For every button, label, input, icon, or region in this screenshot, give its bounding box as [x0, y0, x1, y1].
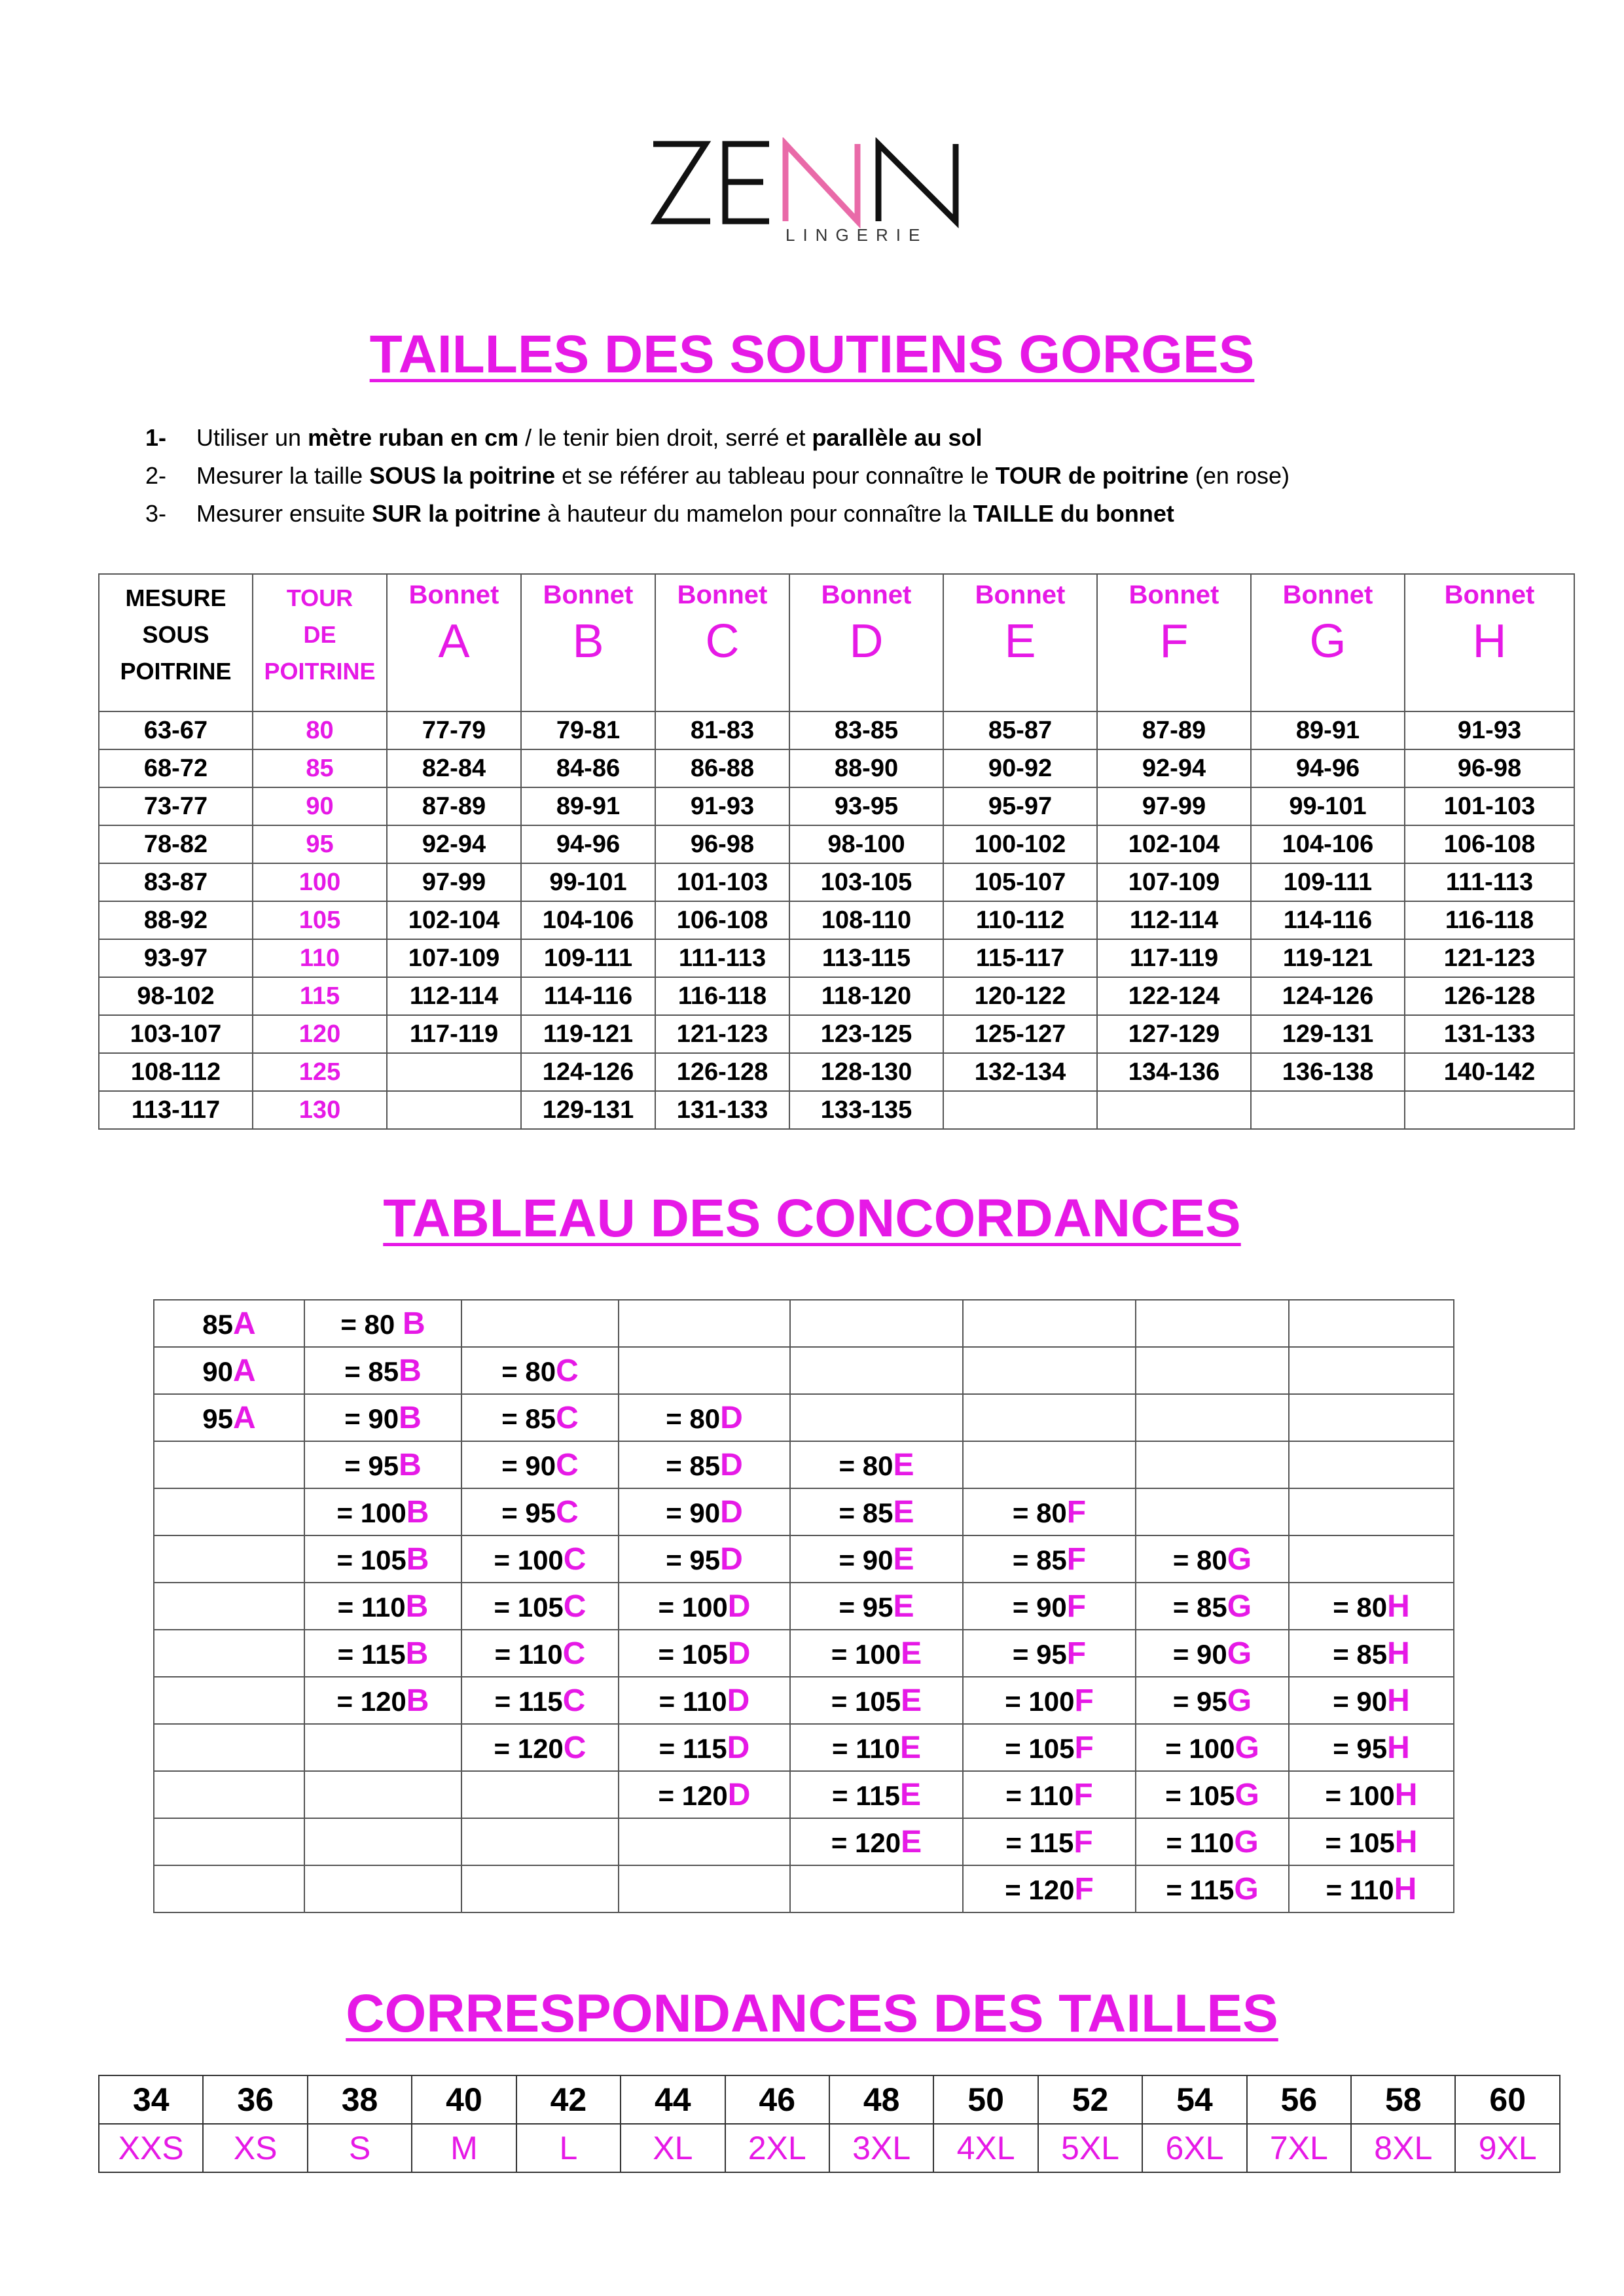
concordance-cell: = 115F: [963, 1818, 1136, 1865]
concordance-cell: = 110H: [1289, 1865, 1454, 1912]
instruction-number: 1-: [145, 424, 167, 451]
concordance-cell: [963, 1300, 1136, 1347]
size-table-row: [99, 1053, 1574, 1091]
concordance-cell: 95A: [154, 1394, 304, 1441]
bonnet-range-cell: 94-96: [521, 825, 655, 863]
bonnet-range-cell: 102-104: [387, 901, 521, 939]
tour-cell: 130: [253, 1091, 387, 1129]
bonnet-range-cell: 91-93: [655, 787, 789, 825]
bonnet-range-cell: [387, 1091, 521, 1129]
eu-size-row: [99, 2075, 1560, 2124]
header-mesure: MESURE SOUS POITRINE: [99, 574, 253, 711]
concordance-cell: = 80C: [461, 1347, 619, 1394]
tour-cell: 105: [253, 901, 387, 939]
concordance-row: [154, 1677, 1454, 1724]
letter-size-cell: XS: [203, 2124, 307, 2172]
concordance-cell: = 110D: [619, 1677, 790, 1724]
mesure-cell: 113-117: [99, 1091, 253, 1129]
bonnet-range-cell: 110-112: [943, 901, 1097, 939]
size-table-row: [99, 1015, 1574, 1053]
bonnet-range-cell: 107-109: [387, 939, 521, 977]
bonnet-range-cell: 89-91: [521, 787, 655, 825]
size-table-row: [99, 939, 1574, 977]
bonnet-range-cell: 123-125: [789, 1015, 943, 1053]
bonnet-range-cell: [1097, 1091, 1251, 1129]
bonnet-range-cell: 104-106: [1251, 825, 1405, 863]
instruction-item: [145, 457, 1520, 495]
bonnet-range-cell: 90-92: [943, 749, 1097, 787]
bonnet-range-cell: 93-95: [789, 787, 943, 825]
concordance-cell: [304, 1865, 461, 1912]
bonnet-range-cell: 85-87: [943, 711, 1097, 749]
concordance-cell: [154, 1724, 304, 1771]
title-concordances: TABLEAU DES CONCORDANCES: [383, 1189, 1241, 1248]
bonnet-range-cell: 106-108: [1405, 825, 1574, 863]
concordance-cell: = 120D: [619, 1771, 790, 1818]
bonnet-range-cell: 116-118: [655, 977, 789, 1015]
bonnet-range-cell: 129-131: [1251, 1015, 1405, 1053]
concordance-cell: = 90F: [963, 1583, 1136, 1630]
title-correspondances: CORRESPONDANCES DES TAILLES: [346, 1984, 1278, 2043]
bonnet-range-cell: 89-91: [1251, 711, 1405, 749]
instruction-number: 2-: [145, 462, 167, 489]
concordance-row: [154, 1865, 1454, 1912]
bonnet-range-cell: 119-121: [1251, 939, 1405, 977]
bonnet-range-cell: 91-93: [1405, 711, 1574, 749]
bonnet-range-cell: 124-126: [521, 1053, 655, 1091]
concordance-row: [154, 1771, 1454, 1818]
size-table: [98, 573, 1575, 1130]
concordance-cell: [154, 1865, 304, 1912]
eu-size-cell: 58: [1351, 2075, 1455, 2124]
concordance-cell: = 110C: [461, 1630, 619, 1677]
tour-cell: 85: [253, 749, 387, 787]
tour-cell: 80: [253, 711, 387, 749]
bonnet-range-cell: 96-98: [1405, 749, 1574, 787]
header-bonnet-d: Bonnet D: [789, 574, 943, 711]
mesure-cell: 83-87: [99, 863, 253, 901]
tour-cell: 100: [253, 863, 387, 901]
bonnet-range-cell: 133-135: [789, 1091, 943, 1129]
zenn-lingerie-logo: [648, 137, 988, 242]
bonnet-range-cell: 115-117: [943, 939, 1097, 977]
bonnet-range-cell: 114-116: [1251, 901, 1405, 939]
concordance-cell: = 110F: [963, 1771, 1136, 1818]
concordance-cell: = 95E: [790, 1583, 963, 1630]
eu-size-cell: 56: [1247, 2075, 1351, 2124]
instructions: [145, 419, 1520, 533]
concordance-cell: [1136, 1394, 1289, 1441]
concordance-cell: = 115B: [304, 1630, 461, 1677]
letter-size-row: [99, 2124, 1560, 2172]
concordance-cell: = 85E: [790, 1488, 963, 1535]
concordance-cell: [963, 1441, 1136, 1488]
concordance-cell: [1289, 1535, 1454, 1583]
concordance-cell: [154, 1441, 304, 1488]
bonnet-range-cell: 104-106: [521, 901, 655, 939]
bonnet-range-cell: 99-101: [521, 863, 655, 901]
bonnet-range-cell: 126-128: [1405, 977, 1574, 1015]
bonnet-range-cell: 131-133: [1405, 1015, 1574, 1053]
bonnet-range-cell: 120-122: [943, 977, 1097, 1015]
concordance-cell: = 85G: [1136, 1583, 1289, 1630]
bonnet-range-cell: 97-99: [387, 863, 521, 901]
concordance-cell: = 85D: [619, 1441, 790, 1488]
mesure-cell: 93-97: [99, 939, 253, 977]
title-tailles: TAILLES DES SOUTIENS GORGES: [369, 325, 1255, 384]
eu-size-cell: 60: [1455, 2075, 1560, 2124]
tour-cell: 110: [253, 939, 387, 977]
concordance-cell: = 120E: [790, 1818, 963, 1865]
size-table-row: [99, 787, 1574, 825]
concordance-cell: = 95G: [1136, 1677, 1289, 1724]
letter-size-cell: 6XL: [1142, 2124, 1246, 2172]
header-bonnet-f: Bonnet F: [1097, 574, 1251, 711]
bonnet-range-cell: 82-84: [387, 749, 521, 787]
concordance-cell: [619, 1347, 790, 1394]
bonnet-range-cell: 109-111: [521, 939, 655, 977]
eu-size-cell: 46: [725, 2075, 829, 2124]
bonnet-range-cell: 105-107: [943, 863, 1097, 901]
concordance-row: [154, 1535, 1454, 1583]
concordance-cell: [619, 1300, 790, 1347]
bonnet-range-cell: 101-103: [655, 863, 789, 901]
bonnet-range-cell: 129-131: [521, 1091, 655, 1129]
bonnet-range-cell: 83-85: [789, 711, 943, 749]
concordance-cell: [619, 1865, 790, 1912]
concordance-cell: = 90G: [1136, 1630, 1289, 1677]
bonnet-range-cell: 97-99: [1097, 787, 1251, 825]
bonnet-range-cell: 136-138: [1251, 1053, 1405, 1091]
bonnet-range-cell: 140-142: [1405, 1053, 1574, 1091]
bonnet-range-cell: 101-103: [1405, 787, 1574, 825]
letter-size-cell: 4XL: [933, 2124, 1038, 2172]
eu-size-cell: 48: [829, 2075, 933, 2124]
bonnet-range-cell: 87-89: [387, 787, 521, 825]
bonnet-range-cell: 94-96: [1251, 749, 1405, 787]
concordance-cell: [154, 1488, 304, 1535]
concordance-row: [154, 1818, 1454, 1865]
bonnet-range-cell: 107-109: [1097, 863, 1251, 901]
size-table-row: [99, 863, 1574, 901]
header-tour: TOUR DE POITRINE: [253, 574, 387, 711]
concordance-cell: = 95H: [1289, 1724, 1454, 1771]
header-bonnet-e: Bonnet E: [943, 574, 1097, 711]
bonnet-range-cell: 121-123: [655, 1015, 789, 1053]
mesure-cell: 68-72: [99, 749, 253, 787]
bonnet-range-cell: 79-81: [521, 711, 655, 749]
concordance-cell: = 85C: [461, 1394, 619, 1441]
header-bonnet-h: Bonnet H: [1405, 574, 1574, 711]
concordance-cell: = 100H: [1289, 1771, 1454, 1818]
concordance-cell: = 95D: [619, 1535, 790, 1583]
letter-size-cell: M: [412, 2124, 516, 2172]
correspondance-table: [98, 2075, 1561, 2173]
bonnet-range-cell: 119-121: [521, 1015, 655, 1053]
concordance-cell: = 90H: [1289, 1677, 1454, 1724]
concordance-cell: [963, 1347, 1136, 1394]
bonnet-range-cell: 108-110: [789, 901, 943, 939]
bonnet-range-cell: 111-113: [1405, 863, 1574, 901]
concordance-cell: [1136, 1441, 1289, 1488]
bonnet-range-cell: 92-94: [387, 825, 521, 863]
concordance-cell: = 115C: [461, 1677, 619, 1724]
bonnet-range-cell: 116-118: [1405, 901, 1574, 939]
concordance-cell: [154, 1771, 304, 1818]
concordance-cell: = 100E: [790, 1630, 963, 1677]
letter-size-cell: XL: [621, 2124, 725, 2172]
concordance-cell: [1289, 1488, 1454, 1535]
concordance-cell: [790, 1865, 963, 1912]
concordance-cell: 85A: [154, 1300, 304, 1347]
concordance-cell: = 110E: [790, 1724, 963, 1771]
concordance-row: [154, 1583, 1454, 1630]
concordance-cell: = 105E: [790, 1677, 963, 1724]
eu-size-cell: 40: [412, 2075, 516, 2124]
eu-size-cell: 54: [1142, 2075, 1246, 2124]
instruction-item: [145, 419, 1520, 457]
tour-cell: 125: [253, 1053, 387, 1091]
bonnet-range-cell: 103-105: [789, 863, 943, 901]
concordance-cell: = 90D: [619, 1488, 790, 1535]
instruction-item: [145, 495, 1520, 533]
concordance-cell: [154, 1535, 304, 1583]
concordance-cell: = 115D: [619, 1724, 790, 1771]
concordance-row: [154, 1347, 1454, 1394]
concordance-cell: [1289, 1347, 1454, 1394]
concordance-cell: [154, 1630, 304, 1677]
bonnet-range-cell: 88-90: [789, 749, 943, 787]
concordance-cell: [154, 1677, 304, 1724]
concordance-cell: [963, 1394, 1136, 1441]
concordance-cell: [790, 1347, 963, 1394]
bonnet-range-cell: 87-89: [1097, 711, 1251, 749]
letter-size-cell: 5XL: [1038, 2124, 1142, 2172]
bonnet-range-cell: 131-133: [655, 1091, 789, 1129]
size-table-row: [99, 711, 1574, 749]
bonnet-range-cell: 95-97: [943, 787, 1097, 825]
bonnet-range-cell: 81-83: [655, 711, 789, 749]
letter-size-cell: L: [516, 2124, 621, 2172]
bonnet-range-cell: 117-119: [387, 1015, 521, 1053]
instruction-text: Mesurer la taille SOUS la poitrine et se référer au tableau pour connaître le TOUR de poitrine (en rose): [196, 462, 1290, 489]
bonnet-range-cell: [1405, 1091, 1574, 1129]
letter-size-cell: XXS: [99, 2124, 203, 2172]
bonnet-range-cell: 124-126: [1251, 977, 1405, 1015]
concordance-cell: 90A: [154, 1347, 304, 1394]
concordance-cell: [1289, 1394, 1454, 1441]
bonnet-range-cell: 114-116: [521, 977, 655, 1015]
concordance-cell: = 80H: [1289, 1583, 1454, 1630]
bonnet-range-cell: 77-79: [387, 711, 521, 749]
size-table-row: [99, 825, 1574, 863]
concordance-cell: = 120B: [304, 1677, 461, 1724]
size-table-row: [99, 901, 1574, 939]
concordance-cell: = 100C: [461, 1535, 619, 1583]
bonnet-range-cell: 106-108: [655, 901, 789, 939]
bonnet-range-cell: 127-129: [1097, 1015, 1251, 1053]
concordance-cell: [304, 1771, 461, 1818]
eu-size-cell: 52: [1038, 2075, 1142, 2124]
concordance-cell: = 115E: [790, 1771, 963, 1818]
concordance-cell: = 80G: [1136, 1535, 1289, 1583]
concordance-cell: = 105B: [304, 1535, 461, 1583]
bonnet-range-cell: 132-134: [943, 1053, 1097, 1091]
concordance-row: [154, 1724, 1454, 1771]
letter-size-cell: 9XL: [1455, 2124, 1560, 2172]
bonnet-range-cell: 113-115: [789, 939, 943, 977]
tour-cell: 90: [253, 787, 387, 825]
bonnet-range-cell: 134-136: [1097, 1053, 1251, 1091]
instruction-text: Mesurer ensuite SUR la poitrine à hauteur du mamelon pour connaître la TAILLE du bonnet: [196, 500, 1174, 527]
mesure-cell: 88-92: [99, 901, 253, 939]
eu-size-cell: 44: [621, 2075, 725, 2124]
mesure-cell: 103-107: [99, 1015, 253, 1053]
concordance-cell: [1136, 1488, 1289, 1535]
tour-cell: 95: [253, 825, 387, 863]
concordance-cell: [154, 1583, 304, 1630]
letter-size-cell: 8XL: [1351, 2124, 1455, 2172]
concordance-cell: [790, 1300, 963, 1347]
bonnet-range-cell: [387, 1053, 521, 1091]
concordance-cell: = 95C: [461, 1488, 619, 1535]
concordance-cell: = 120C: [461, 1724, 619, 1771]
concordance-cell: = 85F: [963, 1535, 1136, 1583]
concordance-cell: = 105G: [1136, 1771, 1289, 1818]
eu-size-cell: 38: [308, 2075, 412, 2124]
bonnet-range-cell: 92-94: [1097, 749, 1251, 787]
bonnet-range-cell: [943, 1091, 1097, 1129]
tour-cell: 115: [253, 977, 387, 1015]
concordance-table: [153, 1299, 1454, 1913]
bonnet-range-cell: 118-120: [789, 977, 943, 1015]
concordance-cell: [1289, 1300, 1454, 1347]
size-table-row: [99, 977, 1574, 1015]
concordance-cell: [790, 1394, 963, 1441]
concordance-cell: = 100G: [1136, 1724, 1289, 1771]
bonnet-range-cell: 96-98: [655, 825, 789, 863]
concordance-cell: = 105F: [963, 1724, 1136, 1771]
bonnet-range-cell: 98-100: [789, 825, 943, 863]
bonnet-range-cell: 111-113: [655, 939, 789, 977]
instruction-number: 3-: [145, 500, 167, 527]
eu-size-cell: 36: [203, 2075, 307, 2124]
concordance-cell: = 80D: [619, 1394, 790, 1441]
concordance-cell: = 85H: [1289, 1630, 1454, 1677]
header-bonnet-g: Bonnet G: [1251, 574, 1405, 711]
concordance-cell: [304, 1724, 461, 1771]
mesure-cell: 98-102: [99, 977, 253, 1015]
letter-size-cell: 3XL: [829, 2124, 933, 2172]
concordance-cell: = 105D: [619, 1630, 790, 1677]
concordance-cell: [461, 1865, 619, 1912]
bonnet-range-cell: 117-119: [1097, 939, 1251, 977]
mesure-cell: 78-82: [99, 825, 253, 863]
concordance-row: [154, 1394, 1454, 1441]
size-table-row: [99, 749, 1574, 787]
bonnet-range-cell: 112-114: [387, 977, 521, 1015]
concordance-cell: = 100F: [963, 1677, 1136, 1724]
bonnet-range-cell: 102-104: [1097, 825, 1251, 863]
concordance-cell: = 95B: [304, 1441, 461, 1488]
bonnet-range-cell: 125-127: [943, 1015, 1097, 1053]
concordance-cell: = 110G: [1136, 1818, 1289, 1865]
concordance-cell: = 105C: [461, 1583, 619, 1630]
concordance-cell: [619, 1818, 790, 1865]
concordance-cell: = 100B: [304, 1488, 461, 1535]
letter-size-cell: S: [308, 2124, 412, 2172]
concordance-row: [154, 1630, 1454, 1677]
concordance-cell: = 110B: [304, 1583, 461, 1630]
concordance-row: [154, 1488, 1454, 1535]
concordance-cell: = 80F: [963, 1488, 1136, 1535]
eu-size-cell: 50: [933, 2075, 1038, 2124]
tour-cell: 120: [253, 1015, 387, 1053]
mesure-cell: 73-77: [99, 787, 253, 825]
concordance-row: [154, 1441, 1454, 1488]
size-table-row: [99, 1091, 1574, 1129]
concordance-cell: [461, 1818, 619, 1865]
bonnet-range-cell: 109-111: [1251, 863, 1405, 901]
concordance-cell: = 120F: [963, 1865, 1136, 1912]
concordance-cell: = 90C: [461, 1441, 619, 1488]
mesure-cell: 108-112: [99, 1053, 253, 1091]
bonnet-range-cell: 84-86: [521, 749, 655, 787]
bonnet-range-cell: 126-128: [655, 1053, 789, 1091]
concordance-cell: [1136, 1300, 1289, 1347]
concordance-cell: = 85B: [304, 1347, 461, 1394]
bonnet-range-cell: [1251, 1091, 1405, 1129]
concordance-cell: = 100D: [619, 1583, 790, 1630]
concordance-cell: = 115G: [1136, 1865, 1289, 1912]
concordance-cell: = 90B: [304, 1394, 461, 1441]
concordance-cell: [461, 1771, 619, 1818]
concordance-cell: = 90E: [790, 1535, 963, 1583]
size-table-header: [99, 574, 1574, 711]
header-bonnet-c: Bonnet C: [655, 574, 789, 711]
bonnet-range-cell: 128-130: [789, 1053, 943, 1091]
concordance-cell: = 80E: [790, 1441, 963, 1488]
concordance-cell: [1289, 1441, 1454, 1488]
eu-size-cell: 42: [516, 2075, 621, 2124]
concordance-cell: [304, 1818, 461, 1865]
concordance-cell: = 105H: [1289, 1818, 1454, 1865]
letter-size-cell: 7XL: [1247, 2124, 1351, 2172]
header-bonnet-b: Bonnet B: [521, 574, 655, 711]
concordance-cell: [461, 1300, 619, 1347]
logo-sub: LINGERIE: [785, 225, 928, 242]
concordance-cell: [1136, 1347, 1289, 1394]
bonnet-range-cell: 86-88: [655, 749, 789, 787]
bonnet-range-cell: 100-102: [943, 825, 1097, 863]
header-bonnet-a: Bonnet A: [387, 574, 521, 711]
bonnet-range-cell: 122-124: [1097, 977, 1251, 1015]
instruction-text: Utiliser un mètre ruban en cm / le tenir bien droit, serré et parallèle au sol: [196, 424, 983, 451]
concordance-cell: = 95F: [963, 1630, 1136, 1677]
bonnet-range-cell: 99-101: [1251, 787, 1405, 825]
bonnet-range-cell: 121-123: [1405, 939, 1574, 977]
mesure-cell: 63-67: [99, 711, 253, 749]
bonnet-range-cell: 112-114: [1097, 901, 1251, 939]
concordance-row: [154, 1300, 1454, 1347]
letter-size-cell: 2XL: [725, 2124, 829, 2172]
concordance-cell: [154, 1818, 304, 1865]
concordance-cell: = 80 B: [304, 1300, 461, 1347]
eu-size-cell: 34: [99, 2075, 203, 2124]
